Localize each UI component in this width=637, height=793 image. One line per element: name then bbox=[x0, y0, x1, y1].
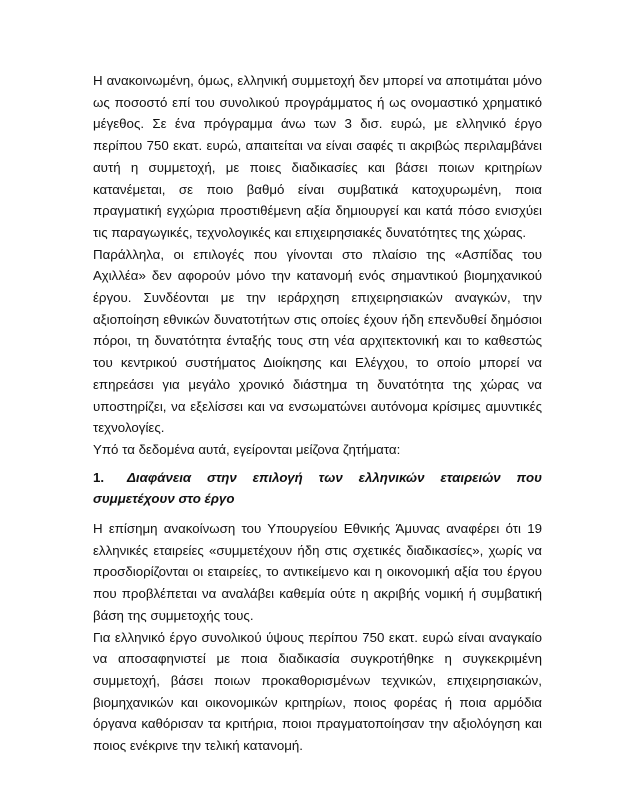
paragraph-participation-value: Η ανακοινωμένη, όμως, ελληνική συμμετοχή δεν μπορεί να αποτιμάται μόνο ως ποσοστό επί του συνολικού προγράμματος ή ως ονομαστικό χρηματικό μέγεθος. Σε ένα πρόγραμμα άνω των 3 δισ. ευρώ, με ελληνικό έργο περίπου 750 εκατ. ευρώ, απαιτείται να είναι σαφές τι ακριβώς περιλαμβάνει αυτή η συμμετοχή, με ποιες διαδικασίες και βάσει ποιων κριτηρίων κατανέμεται, σε ποιο βαθμό είναι συμβατικά κατοχυρωμένη, ποια πραγματική εγχώρια προστιθέμενη αξία δημιουργεί και κατά πόσο ενισχύει τις παραγωγικές, τεχνολογικές και επιχειρησιακές δυνατότητες της χώρας. bbox=[93, 73, 542, 240]
paragraph-achilles-shield: Παράλληλα, οι επιλογές που γίνονται στο πλαίσιο της «Ασπίδας του Αχιλλέα» δεν αφορούν μόνο την κατανομή ενός σημαντικού βιομηχανικού έργου. Συνδέονται με την ιεράρχηση επιχειρησιακών αναγκών, την αξιοποίηση εθνικών δυνατοτήτων στις οποίες έχουν ήδη επενδυθεί δημόσιοι πόροι, τη δυνατότητα ένταξής τους στη νέα αρχιτεκτονική και το καθεστώς του κεντρικού συστήματος Διοίκησης και Ελέγχου, το οποίο μπορεί να επηρεάσει για μεγάλο χρονικό διάστημα τη δυνατότητα της χώρας να υποστηρίζει, να εξελίσσει και να ενσωματώνει αυτόνομα κρίσιμες αμυντικές τεχνολογίες. bbox=[93, 246, 542, 436]
section-heading-number: 1. bbox=[93, 469, 105, 485]
section-heading-1 bbox=[93, 467, 542, 510]
section-heading-text: Διαφάνεια στην επιλογή των ελληνικών εταιρειών που συμμετέχουν στο έργο bbox=[93, 469, 542, 507]
paragraph-issues-intro: Υπό τα δεδομένα αυτά, εγείρονται μείζονα ζητήματα: bbox=[93, 441, 401, 457]
paragraph-ministry-announcement: Η επίσημη ανακοίνωση του Υπουργείου Εθνικής Άμυνας αναφέρει ότι 19 ελληνικές εταιρείες «συμμετέχουν ήδη στις σχετικές διαδικασίες», χωρίς να προσδιορίζονται οι εταιρείες, το αντικείμενο και η οικονομική αξία του έργου που προβλέπεται να αναλάβει καθεμία ούτε η ακριβής νομική ή συμβατική βάση της συμμετοχής τους. bbox=[93, 521, 542, 623]
document-page bbox=[93, 70, 542, 757]
paragraph-selection-process: Για ελληνικό έργο συνολικού ύψους περίπου 750 εκατ. ευρώ είναι αναγκαίο να αποσαφηνιστεί με ποια διαδικασία συγκροτήθηκε η συγκεκριμένη συμμετοχή, βάσει ποιων προκαθορισμένων τεχνικών, επιχειρησιακών, βιομηχανικών και οικονομικών κριτηρίων, ποιος φορέας ή ποια αρμόδια όργανα καθόρισαν τα κριτήρια, ποιοι πραγματοποίησαν την αξιολόγηση και ποιος ενέκρινε την τελική κατανομή. bbox=[93, 629, 542, 754]
